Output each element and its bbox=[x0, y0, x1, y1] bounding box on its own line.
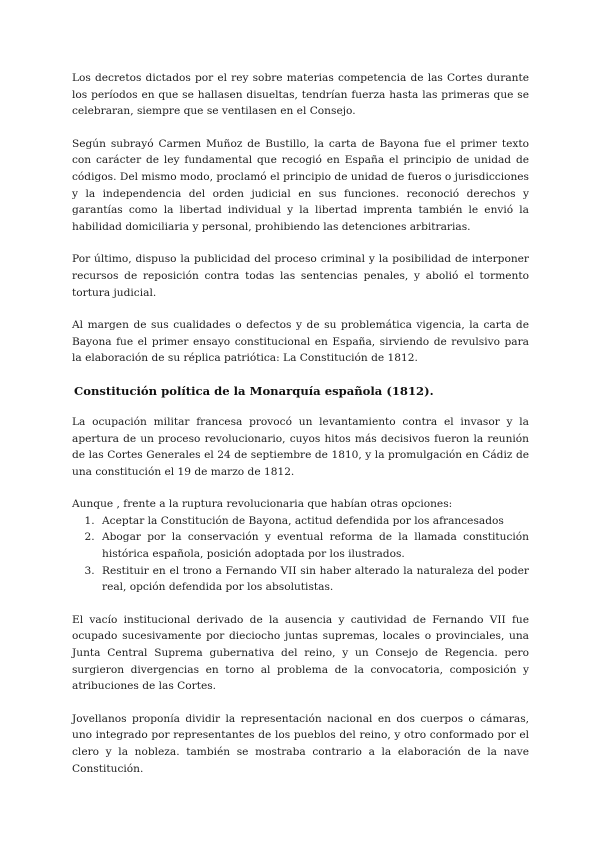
paragraph-decretos: Los decretos dictados por el rey sobre materias competencia de las Cortes durante los períodos en que se hallasen disueltas, tendrían fuerza hasta las primeras que se celebraran, siempre que se ventilasen en el Consejo. bbox=[72, 72, 529, 118]
paragraph-al-margen: Al margen de sus cualidades o defectos y de su problemática vigencia, la carta de Bayona fue el primer ensayo constitucional en España, sirviendo de revulsivo para la elaboración de su réplica patriótica: La Constitución de 1812. bbox=[72, 319, 529, 365]
document-page bbox=[72, 70, 529, 793]
paragraph-vacio-institucional: El vacío institucional derivado de la ausencia y cautividad de Fernando VII fue ocupado sucesivamente por dieciocho juntas supremas, locales o provinciales, una Junta Central Suprema gubernativa del reino, y un Consejo de Regencia. pero surgieron divergencias en torno al problema de la convocatoria, composición y atribuciones de las Cortes. bbox=[72, 613, 529, 693]
section-heading: Constitución política de la Monarquía española (1812). bbox=[74, 383, 434, 398]
paragraph-munoz-de-bustillo: Según subrayó Carmen Muñoz de Bustillo, la carta de Bayona fue el primer texto con carácter de ley fundamental que recogió en España el principio de unidad de códigos. Del mismo modo, proclamó el principio de unidad de fueros o jurisdicciones y la independencia del orden judicial en sus funciones. reconoció derechos y garantías como la libertad individual y la libertad imprenta también le envió la habilidad domiciliaria y personal, prohibiendo las detenciones arbitrarias. bbox=[72, 137, 529, 233]
list-item: 2. Abogar por la conservación y eventual reforma de la llamada constitución histórica española, posición adoptada por los ilustrados. bbox=[98, 529, 529, 562]
list-item: 1. Aceptar la Constitución de Bayona, actitud defendida por los afrancesados bbox=[98, 513, 529, 530]
paragraph-ocupacion-militar: La ocupación militar francesa provocó un levantamiento contra el invasor y la apertura de un proceso revolucionario, cuyos hitos más decisivos fueron la reunión de las Cortes Generales el 24 de septiembre de 1810, y la promulgación en Cádiz de una constitución el 19 de marzo de 1812. bbox=[72, 415, 529, 478]
options-list bbox=[72, 513, 529, 596]
options-intro: Aunque , frente a la ruptura revolucionaria que habían otras opciones: bbox=[72, 498, 453, 511]
list-item: 3. Restituir en el trono a Fernando VII sin haber alterado la naturaleza del poder real, opción defendida por los absolutistas. bbox=[98, 563, 529, 596]
paragraph-por-ultimo: Por último, dispuso la publicidad del proceso criminal y la posibilidad de interponer recursos de reposición contra todas las sentencias penales, y abolió el tormento tortura judicial. bbox=[72, 253, 529, 299]
paragraph-jovellanos: Jovellanos proponía dividir la representación nacional en dos cuerpos o cámaras, uno integrado por representantes de los pueblos del reino, y otro conformado por el clero y la nobleza. también se mostraba contrario a la elaboración de la nave Constitución. bbox=[72, 712, 529, 775]
